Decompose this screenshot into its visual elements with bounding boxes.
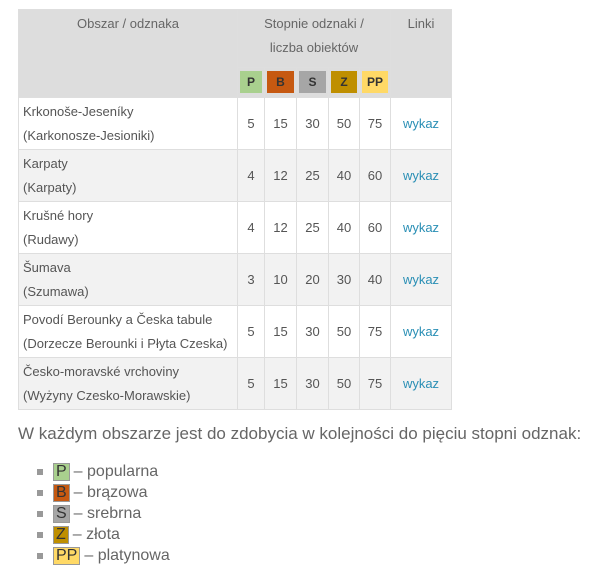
table-row (19, 98, 452, 150)
object-count-cell: 5 (238, 98, 265, 150)
level-header-pp (360, 67, 391, 97)
level-chip-z: Z (331, 71, 357, 93)
area-name-cz: Povodí Berounky a Česka tabule (23, 311, 213, 327)
header-links: Linki (391, 10, 452, 98)
area-name-cz: Karpaty (23, 155, 68, 171)
legend-chip: S (53, 505, 70, 523)
object-count-cell: 50 (329, 306, 360, 358)
object-count-cell: 75 (360, 98, 391, 150)
object-count-cell: 5 (238, 306, 265, 358)
object-count-cell: 30 (329, 254, 360, 306)
object-count-cell: 60 (360, 202, 391, 254)
table-row (19, 358, 452, 410)
legend-label: – platynowa (84, 547, 170, 564)
area-name-cz: Krkonoše-Jeseníky (23, 103, 134, 119)
area-name-cell (19, 98, 238, 150)
wykaz-link[interactable]: wykaz (391, 254, 452, 306)
object-count-cell: 12 (265, 202, 297, 254)
table-row (19, 254, 452, 306)
bullet-icon (37, 553, 43, 559)
header-levels (238, 10, 391, 68)
legend-chip: P (53, 463, 70, 481)
object-count-cell: 40 (329, 202, 360, 254)
level-header-b (265, 67, 297, 97)
area-name-cell (19, 254, 238, 306)
object-count-cell: 30 (297, 358, 329, 410)
level-chip-s: S (299, 71, 326, 93)
object-count-cell: 25 (297, 150, 329, 202)
area-name-cell (19, 202, 238, 254)
object-count-cell: 5 (238, 358, 265, 410)
object-count-cell: 40 (360, 254, 391, 306)
header-area: Obszar / odznaka (19, 10, 238, 98)
header-levels-line2: liczba obiektów (269, 40, 359, 55)
legend-item (37, 482, 170, 503)
legend-label: – popularna (73, 463, 159, 480)
object-count-cell: 50 (329, 98, 360, 150)
legend-label: – złota (72, 526, 120, 543)
area-name-cell (19, 150, 238, 202)
bullet-icon (37, 532, 43, 538)
object-count-cell: 4 (238, 150, 265, 202)
wykaz-link[interactable]: wykaz (391, 306, 452, 358)
object-count-cell: 75 (360, 358, 391, 410)
legend-item (37, 503, 170, 524)
bullet-icon (37, 490, 43, 496)
object-count-cell: 15 (265, 358, 297, 410)
legend-item (37, 524, 170, 545)
level-chip-b: B (267, 71, 294, 93)
area-name-pl: (Dorzecze Berounki i Płyta Czeska) (23, 335, 228, 351)
level-legend (37, 461, 170, 566)
level-header-s (297, 67, 329, 97)
wykaz-link[interactable]: wykaz (391, 358, 452, 410)
wykaz-link[interactable]: wykaz (391, 150, 452, 202)
area-name-cell (19, 306, 238, 358)
level-header-p (238, 67, 265, 97)
table-row (19, 150, 452, 202)
object-count-cell: 15 (265, 306, 297, 358)
area-name-pl: (Rudawy) (23, 231, 79, 247)
wykaz-link[interactable]: wykaz (391, 202, 452, 254)
table-row (19, 202, 452, 254)
bullet-icon (37, 469, 43, 475)
legend-item (37, 461, 170, 482)
legend-item (37, 545, 170, 566)
legend-chip: B (53, 484, 70, 502)
table-row (19, 306, 452, 358)
legend-label: – srebrna (73, 505, 142, 522)
object-count-cell: 12 (265, 150, 297, 202)
object-count-cell: 50 (329, 358, 360, 410)
object-count-cell: 15 (265, 98, 297, 150)
intro-text: W każdym obszarze jest do zdobycia w kolejności do pięciu stopni odznak: (18, 424, 582, 443)
wykaz-link[interactable]: wykaz (391, 98, 452, 150)
area-name-pl: (Karpaty) (23, 179, 77, 195)
area-name-cz: Česko-moravské vrchoviny (23, 363, 180, 379)
object-count-cell: 25 (297, 202, 329, 254)
object-count-cell: 10 (265, 254, 297, 306)
legend-label: – brązowa (73, 484, 148, 501)
level-header-z (329, 67, 360, 97)
area-name-cz: Krušné hory (23, 207, 94, 223)
object-count-cell: 30 (297, 306, 329, 358)
area-name-pl: (Karkonosze-Jesioniki) (23, 127, 155, 143)
area-name-pl: (Szumawa) (23, 283, 89, 299)
header-levels-line1: Stopnie odznaki / (264, 16, 364, 31)
badges-table (18, 9, 452, 410)
area-name-cell (19, 358, 238, 410)
area-name-cz: Šumava (23, 259, 71, 275)
level-chip-pp: PP (362, 71, 388, 93)
object-count-cell: 30 (297, 98, 329, 150)
legend-chip: PP (53, 547, 80, 565)
object-count-cell: 3 (238, 254, 265, 306)
legend-chip: Z (53, 526, 69, 544)
level-chip-p: P (240, 71, 262, 93)
object-count-cell: 20 (297, 254, 329, 306)
object-count-cell: 4 (238, 202, 265, 254)
object-count-cell: 40 (329, 150, 360, 202)
object-count-cell: 60 (360, 150, 391, 202)
area-name-pl: (Wyżyny Czesko-Morawskie) (23, 387, 191, 403)
bullet-icon (37, 511, 43, 517)
object-count-cell: 75 (360, 306, 391, 358)
